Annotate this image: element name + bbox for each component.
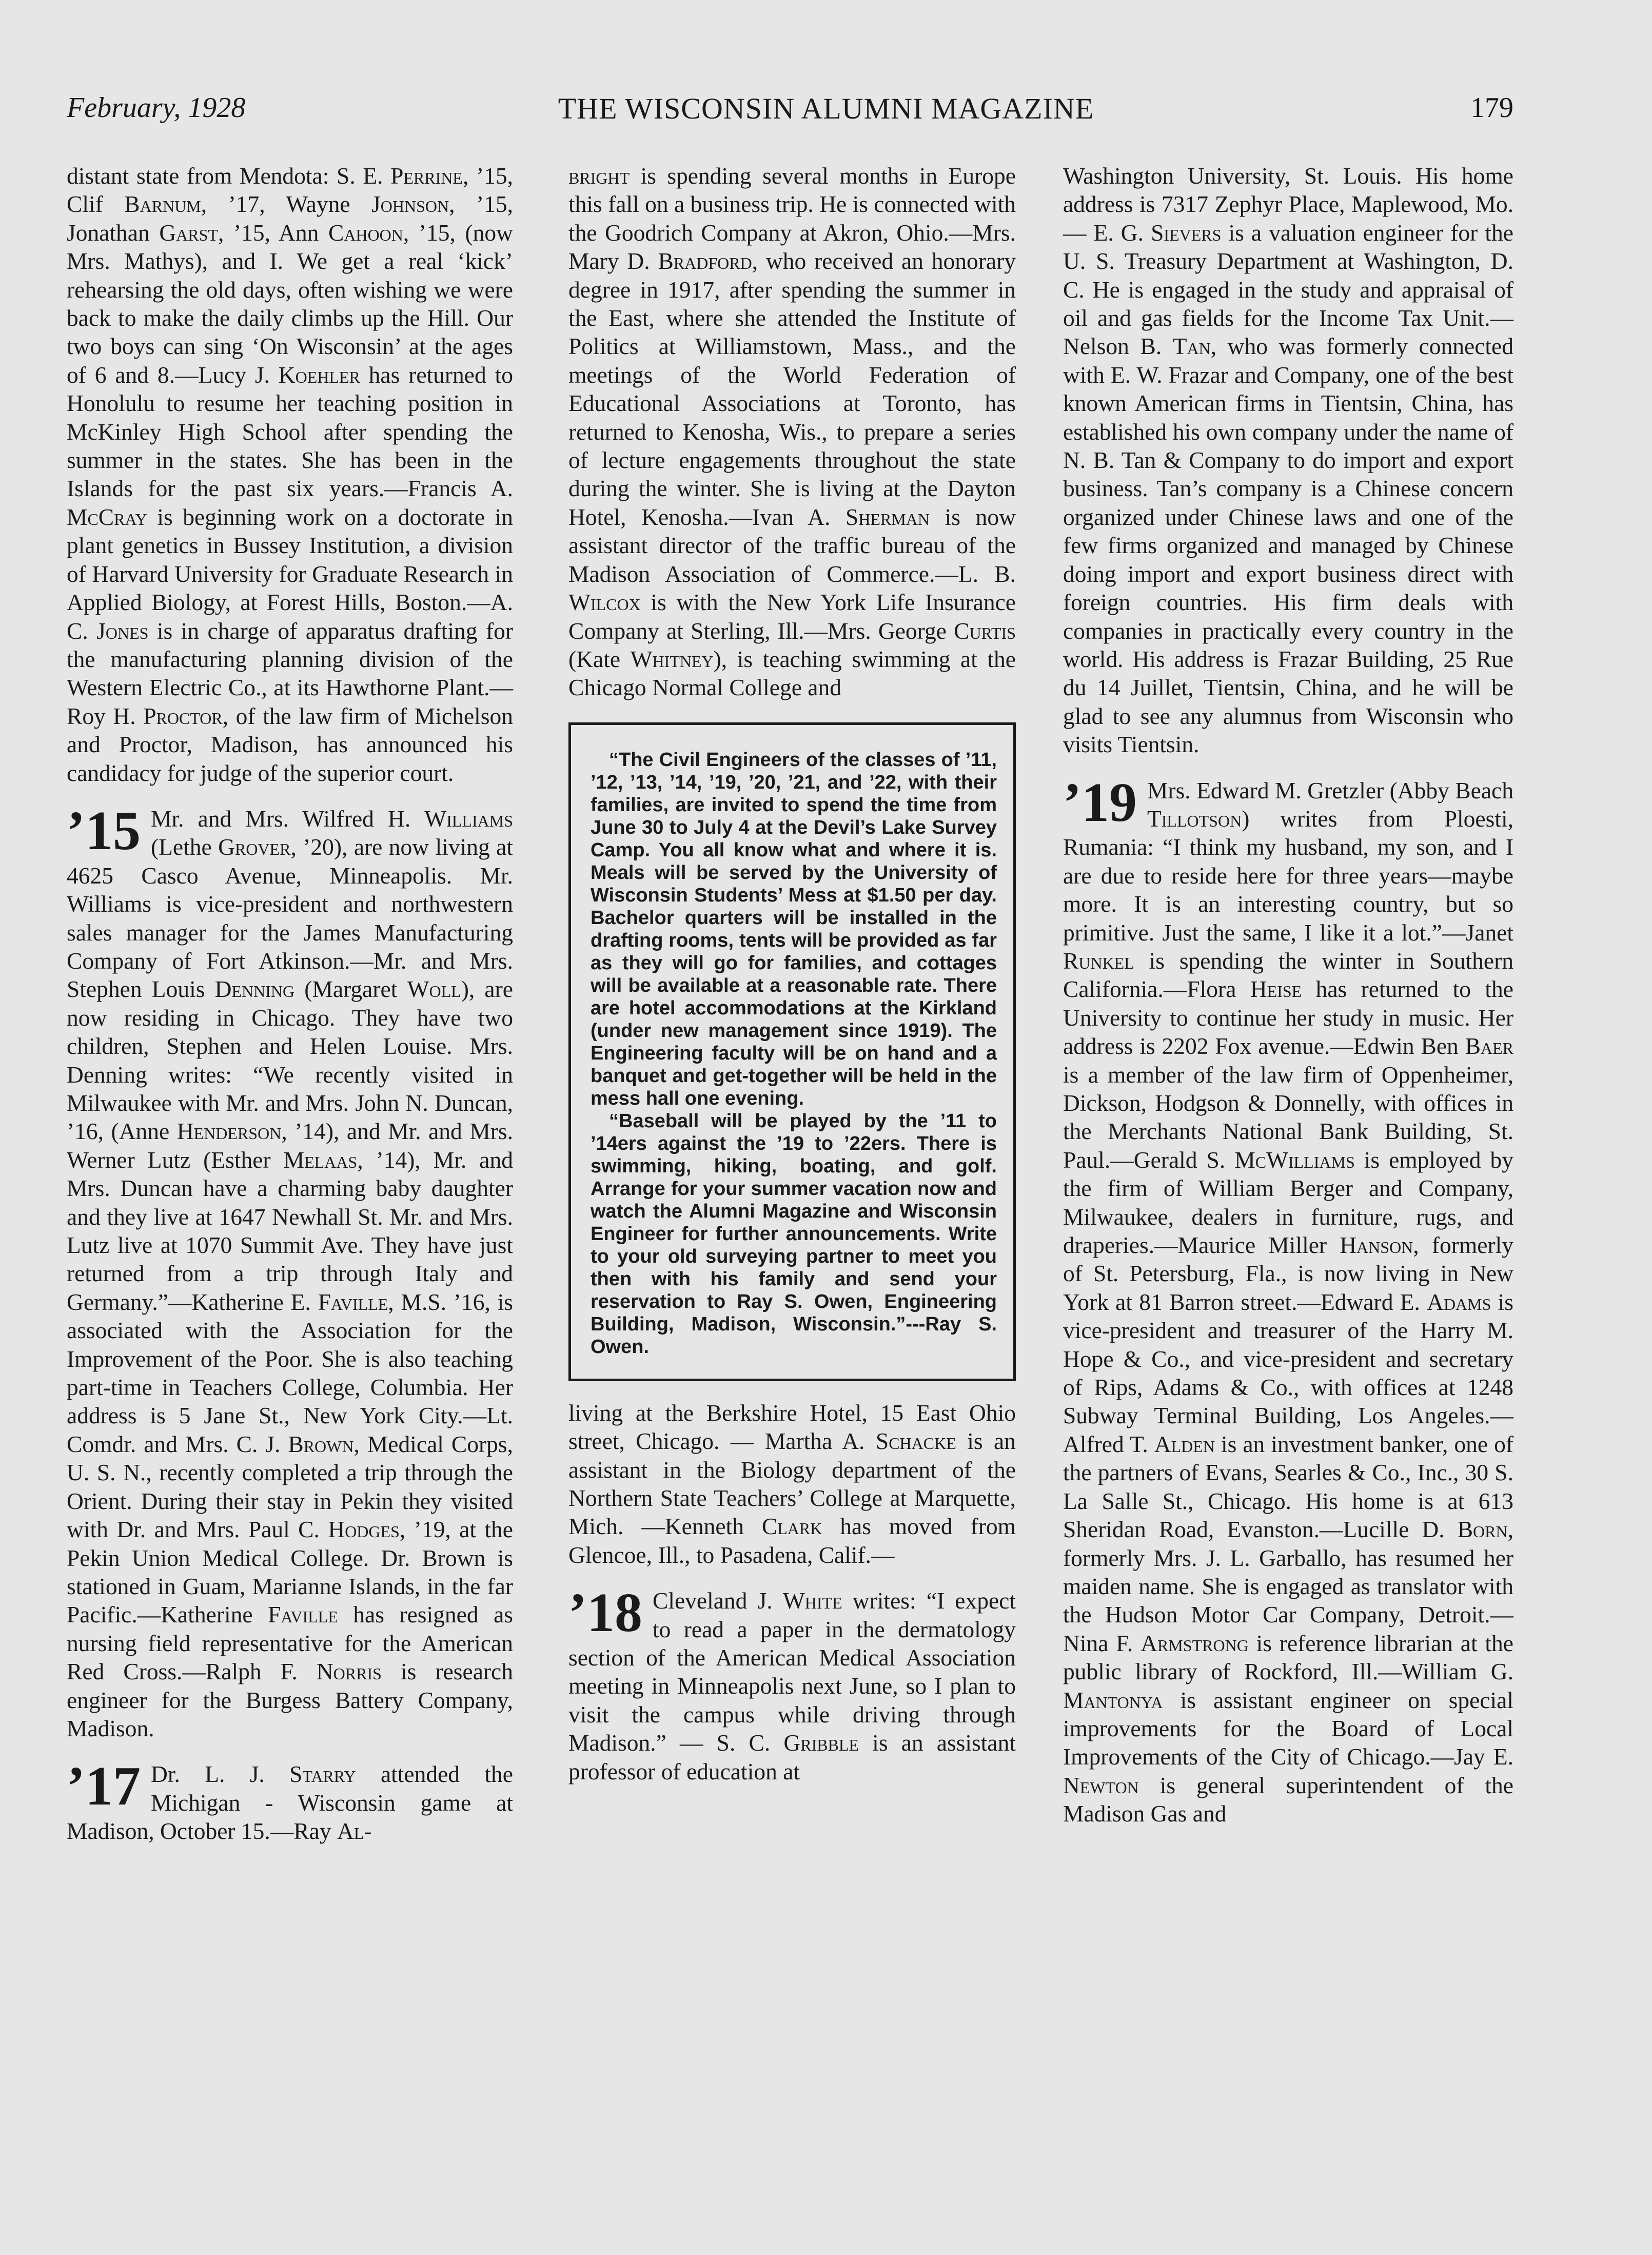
text-run: distant state from Mendota: S. E.	[67, 163, 391, 189]
text-run: , who received an honorary degree in 1917, after spending the summer in the East, where she attended the Institute of Politics at Williamstown, Mass., and the meetings of the World Federation of Educational Associations at Toronto, has returned to Kenosha, Wis., to prepare a series of lecture engagements throughout the state during the winter. She is living at the Dayton Hotel, Kenosha.—Ivan A.	[568, 248, 1016, 530]
text-run: is in charge of apparatus drafting for the manufacturing planning division of the Western Electric Co., at its Hawthorne Plant.—Roy H.	[67, 617, 513, 729]
column-1	[67, 162, 513, 1846]
alumni-name: Norris	[316, 1658, 382, 1685]
text-run: is employed by the firm of William Berger and Company, Milwaukee, dealers in furniture, rugs, and draperies.—Maurice Miller	[1063, 1146, 1513, 1259]
text-run: (Margaret	[294, 976, 407, 1003]
paragraph-col1-intro	[67, 162, 513, 787]
text-run: ), is teaching swimming at the Chicago Normal College and	[568, 645, 1016, 701]
text-run: , formerly of St. Petersburg, Fla., is now living in New York at 81 Barron street.—Edward E.	[1063, 1232, 1513, 1315]
alumni-name: Tan	[1172, 333, 1211, 360]
text-run: is beginning work on a doctorate in plant genetics in Bussey Institution, a division of Harvard University for Graduate Research in Applied Biology, at Forest Hills, Boston.—A. C.	[67, 503, 513, 644]
alumni-name: Whitney	[630, 645, 714, 672]
alumni-name: Alden	[1154, 1430, 1215, 1457]
alumni-name: Hanson	[1340, 1232, 1413, 1259]
page-header	[0, 91, 1652, 138]
alumni-name: Williams	[424, 805, 513, 832]
text-run: is an assistant in the Biology department of the Northern State Teachers’ College at Marquette, Mich. —Kenneth	[568, 1428, 1016, 1540]
alumni-name: Melaas	[283, 1146, 358, 1173]
text-run: is assistant engineer on special improvements for the Board of Local Improvements of the City of Chicago.—Jay E.	[1063, 1687, 1513, 1770]
text-run: is general superintendent of the Madison Gas and	[1063, 1772, 1513, 1827]
text-run: living at the Berkshire Hotel, 15 East Ohio street, Chicago. — Martha A.	[568, 1399, 1016, 1455]
alumni-name: Faville	[268, 1601, 338, 1628]
text-run: , formerly Mrs. J. L. Garballo, has resumed her maiden name. She is engaged as translator with the Hudson Motor Car Company, Detroit.—Nina F.	[1063, 1516, 1513, 1656]
text-run: is with the New York Life Insurance Company at Sterling, Ill.—Mrs. George	[568, 589, 1016, 644]
text-run: has returned to the University to continue her study in music. Her address is 2202 Fox avenue.—Edwin Ben	[1063, 976, 1513, 1060]
alumni-name: Faville	[318, 1288, 388, 1315]
text-run: (Kate	[568, 645, 631, 672]
alumni-name: Cahoon	[328, 219, 403, 246]
alumni-name: Garst	[159, 219, 218, 246]
alumni-name: Clark	[761, 1513, 822, 1540]
class-year-1918: ’18	[568, 1582, 642, 1644]
alumni-name: Proctor	[143, 702, 223, 729]
text-run: , ’20), are now living at 4625 Casco Avenue, Minneapolis. Mr. Williams is vice-president and northwestern sales manager for the James Manufacturing Company of Fort Atkinson.—Mr. and Mrs. Stephen Louis	[67, 834, 513, 1003]
text-run: , ’17, Wayne	[201, 191, 372, 218]
class-year-1919: ’19	[1063, 772, 1137, 833]
notice-paragraph-1: “The Civil Engineers of the classes of ’11, ’12, ’13, ’14, ’19, ’20, ’21, and ’22, with their families, are invited to spend the time from June 30 to July 4 at the Devil’s Lake Survey Camp. You all know what and where it is. Meals will be served by the University of Wisconsin Students’ Mess at $1.50 per day. Bachelor quarters will be installed in the drafting rooms, tents will be provided as far as they will go for families, and cottages will be available at a reasonable rate. There are hotel accommodations at the Kirkland (under new management since 1919). The Engineering faculty will be on hand and a banquet and get-together will be held in the mess hall one evening.	[591, 749, 997, 1109]
alumni-name: Henderson	[176, 1118, 282, 1145]
alumni-name: Al-	[337, 1818, 372, 1845]
alumni-name: Runkel	[1063, 947, 1134, 974]
text-run: Mr. and Mrs. Wilfred H.	[150, 805, 425, 832]
paragraph-col3-continued	[1063, 162, 1513, 759]
paragraph-class-1917	[67, 1756, 513, 1845]
alumni-name: Baer	[1465, 1033, 1513, 1060]
text-run: Dr. L. J.	[150, 1761, 290, 1788]
text-run: , Medical Corps, U. S. N., recently completed a trip through the Orient. During their stay in Pekin they visited with Dr. and Mrs. Paul C.	[67, 1430, 513, 1543]
alumni-name: Starry	[289, 1761, 356, 1788]
text-run: Cleveland J.	[652, 1587, 783, 1614]
alumni-name: Bradford	[658, 248, 752, 274]
text-run: (Lethe	[150, 834, 219, 860]
text-run: , ’15, Ann	[218, 219, 328, 246]
class-year-1917: ’17	[67, 1756, 141, 1817]
alumni-name: Grover	[218, 834, 291, 860]
alumni-name: Armstrong	[1140, 1630, 1249, 1656]
text-run: has returned to Honolulu to resume her teaching position in McKinley High School after spending the summer in the states. She has been in the Islands for the past six years.—Francis A.	[67, 361, 513, 502]
text-run: has moved from Glencoe, Ill., to Pasadena, Calif.—	[568, 1513, 1016, 1568]
alumni-name: Born	[1457, 1516, 1508, 1543]
alumni-name: Adams	[1427, 1288, 1491, 1315]
text-run: is reference librarian at the public library of Rockford, Ill.—William G.	[1063, 1630, 1514, 1685]
alumni-name: Schacke	[875, 1428, 956, 1455]
text-run: Washington University, St. Louis. His home address is 7317 Zephyr Place, Maplewood, Mo. — E. G.	[1063, 163, 1513, 246]
text-run: ) writes from Ploesti, Rumania: “I think my husband, my son, and I are due to reside here for three years—maybe more. It is an interesting country, but so primitive. Just the same, I like it a lot.”—Janet	[1063, 805, 1513, 946]
paragraph-col2-continued	[568, 162, 1016, 702]
page-number: 179	[1470, 92, 1513, 124]
text-run: has resigned as nursing field representative for the American Red Cross.—Ralph F.	[67, 1601, 514, 1685]
alumni-name: White	[782, 1587, 842, 1614]
text-run: is spending several months in Europe this fall on a business trip. He is connected with the Goodrich Company at Akron, Ohio.—Mrs. Mary D.	[568, 163, 1016, 274]
alumni-name: Koehler	[278, 361, 360, 388]
alumni-name: Wilcox	[568, 589, 641, 616]
text-run: is now assistant director of the traffic bureau of the Madison Association of Commerce.—L. B.	[568, 503, 1016, 587]
column-3	[1063, 162, 1513, 1828]
text-run: Mrs. Edward M. Gretzler (Abby Beach	[1147, 777, 1513, 803]
alumni-name: Hodges	[328, 1516, 400, 1543]
civil-engineers-notice-box	[568, 722, 1016, 1381]
text-run: is spending the winter in Southern California.—Flora	[1063, 947, 1513, 1003]
text-run: ), are now residing in Chicago. They have two children, Stephen and Helen Louise. Mrs. Denning writes: “We recently visited in Milwaukee with Mr. and Mrs. John N. Duncan, ’16, (Anne	[67, 976, 513, 1145]
alumni-name: Curtis	[954, 617, 1016, 644]
text-run: , ’15, (now Mrs. Mathys), and I. We get a real ‘kick’ rehearsing the old days, often wishing we were back to make the daily climbs up the Hill. Our two boys can sing ‘On Wisconsin’ at the ages of 6 and 8.—Lucy J.	[67, 219, 513, 388]
text-run: , who was formerly connected with E. W. Frazar and Company, one of the best known American firms in Tientsin, China, has established his own company under the name of N. B. Tan & Company to do import and export business. Tan’s company is a Chinese concern organized under Chinese laws and one of the few firms organized and managed by Chinese doing import and export business direct with foreign countries. His firm deals with companies in practically every country in the world. His address is Frazar Building, 25 Rue du 14 Juillet, Tientsin, China, and he will be glad to see any alumnus from Wisconsin who visits Tientsin.	[1063, 333, 1514, 758]
alumni-name: bright	[568, 163, 630, 189]
paragraph-class-1915	[67, 800, 514, 1742]
alumni-name: Perrine	[390, 163, 463, 189]
text-run: is a member of the law firm of Oppenheimer, Dickson, Hodgson & Donnelly, with offices in the Merchants National Bank Building, St. Paul.—Gerald S.	[1063, 1061, 1513, 1173]
alumni-name: Woll	[407, 976, 461, 1003]
text-run: is a valuation engineer for the U. S. Treasury Department at Washington, D. C. He is engaged in the study and appraisal of oil and gas fields for the Income Tax Unit.—Nelson B.	[1063, 219, 1513, 360]
alumni-name: Mantonya	[1063, 1687, 1163, 1713]
paragraph-class-1918	[568, 1582, 1016, 1786]
alumni-name: Jones	[96, 617, 149, 644]
alumni-name: McCray	[67, 503, 147, 530]
text-run: is an assistant professor of education at	[568, 1730, 1016, 1785]
text-run: , ’14), and Mr. and Mrs. Werner Lutz (Esther	[67, 1118, 514, 1173]
alumni-name: Brown	[288, 1430, 354, 1457]
alumni-name: Heise	[1250, 976, 1302, 1003]
text-run: is an investment banker, one of the partners of Evans, Searles & Co., Inc., 30 S. La Salle St., Chicago. His home is at 613 Sheridan Road, Evanston.—Lucille D.	[1063, 1430, 1514, 1543]
notice-paragraph-2: “Baseball will be played by the ’11 to ’14ers against the ’19 to ’22ers. There is swimming, hiking, boating, and golf. Arrange for your summer vacation now and watch the Alumni Magazine and Wisconsin Engineer for further announcements. Write to your old surveying partner to meet you then with his family and send your reservation to Ray S. Owen, Engineering Building, Madison, Wisconsin.”---Ray S. Owen.	[591, 1110, 997, 1358]
text-run: , M.S. ’16, is associated with the Association for the Improvement of the Poor. She is also teaching part-time in Teachers College, Columbia. Her address is 5 Jane St., New York City.—Lt. Comdr. and Mrs. C. J.	[67, 1288, 513, 1457]
text-run: writes: “I expect to read a paper in the dermatology section of the American Medical Association meeting in Minneapolis next June, so I plan to visit the campus while driving through Madison.” — S. C.	[568, 1587, 1016, 1756]
alumni-name: McWilliams	[1234, 1146, 1355, 1173]
alumni-name: Tillotson	[1147, 805, 1242, 832]
paragraph-col2-after-notice	[568, 1399, 1016, 1569]
text-run: , ’15, Clif	[67, 163, 513, 218]
magazine-title: THE WISCONSIN ALUMNI MAGAZINE	[558, 92, 1094, 125]
text-run: , ’15, Jonathan	[67, 191, 513, 246]
alumni-name: Sievers	[1151, 219, 1222, 246]
alumni-name: Newton	[1063, 1772, 1139, 1798]
text-run: is research engineer for the Burgess Battery Company, Madison.	[67, 1658, 514, 1741]
alumni-name: Sherman	[845, 503, 930, 530]
issue-date: February, 1928	[67, 92, 246, 124]
text-run: , of the law firm of Michelson and Proctor, Madison, has announced his candidacy for judge of the superior court.	[67, 702, 513, 786]
text-run: , ’14), Mr. and Mrs. Duncan have a charming baby daughter and they live at 1647 Newhall St. Mr. and Mrs. Lutz live at 1070 Summit Ave. They have just returned from a trip through Italy and Germany.”—Katherine E.	[67, 1146, 513, 1315]
column-2	[568, 162, 1016, 1786]
alumni-name: Denning	[214, 976, 295, 1003]
text-run: , ’19, at the Pekin Union Medical College. Dr. Brown is stationed in Guam, Marianne Islands, in the far Pacific.—Katherine	[67, 1516, 513, 1628]
text-run: attended the Michigan - Wisconsin game at Madison, October 15.—Ray	[67, 1761, 513, 1845]
paragraph-class-1919	[1063, 772, 1514, 1828]
alumni-name: Gribble	[783, 1730, 859, 1756]
text-run: is vice-president and treasurer of the Harry M. Hope & Co., and vice-president and secretary of Rips, Adams & Co., with offices at 1248 Subway Terminal Building, Los Angeles.—Alfred T.	[1063, 1288, 1513, 1457]
class-year-1915: ’15	[67, 800, 141, 861]
alumni-name: Johnson	[371, 191, 449, 218]
alumni-name: Barnum	[124, 191, 201, 218]
